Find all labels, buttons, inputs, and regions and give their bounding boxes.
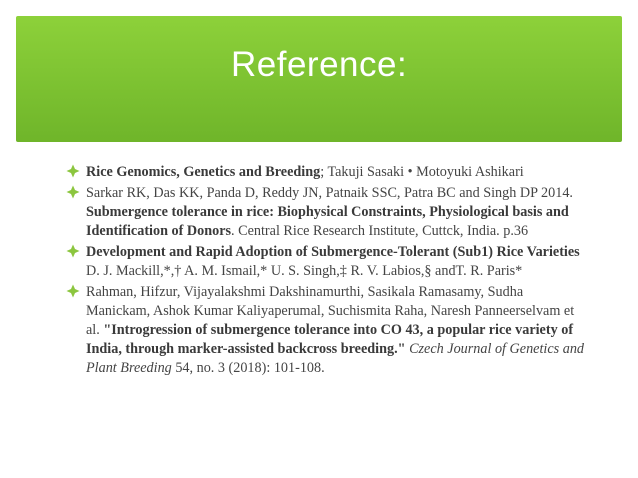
reference-item-4 [66,283,586,378]
reference-2-authors: Sarkar RK, Das KK, Panda D, Reddy JN, Patnaik SSC, Patra BC and Singh DP 2014. [86,185,573,201]
reference-2-title: Submergence tolerance in rice: Biophysical Constraints, Physiological basis and Identification of Donors [86,204,569,239]
reference-3-authors: D. J. Mackill,*,† A. M. Ismail,* U. S. Singh,‡ R. V. Labios,§ andT. R. Paris* [86,263,523,279]
diamond-bullet-icon [66,164,80,178]
reference-4-journal: Czech Journal of Genetics and Plant Breeding [86,341,585,376]
reference-1-authors: ; Takuji Sasaki • Motoyuki Ashikari [320,164,524,180]
diamond-bullet-icon [66,244,80,258]
reference-item-2 [66,184,586,241]
reference-item-3 [66,243,586,281]
reference-4-volume: 54, no. 3 (2018): 101-108. [171,360,325,376]
diamond-bullet-icon [66,185,80,199]
slide-title: Reference: [231,45,408,84]
reference-list [66,163,586,380]
reference-2-source: . Central Rice Research Institute, Cuttck, India. p.36 [231,223,529,239]
diamond-bullet-icon [66,284,80,298]
reference-4-authors: Rahman, Hifzur, Vijayalakshmi Dakshinamurthi, Sasikala Ramasamy, Sudha Manickam, Ashok Kumar Kaliyaperumal, Suchismita Raha, Naresh Panneerselvam et al. [86,284,575,338]
reference-item-1 [66,163,586,182]
reference-1-title: Rice Genomics, Genetics and Breeding [86,164,321,180]
reference-4-title: "Introgression of submergence tolerance into CO 43, a popular rice variety of India, through marker-assisted backcross breeding." [86,322,574,357]
reference-3-title: Development and Rapid Adoption of Submergence-Tolerant (Sub1) Rice Varieties [86,244,580,260]
